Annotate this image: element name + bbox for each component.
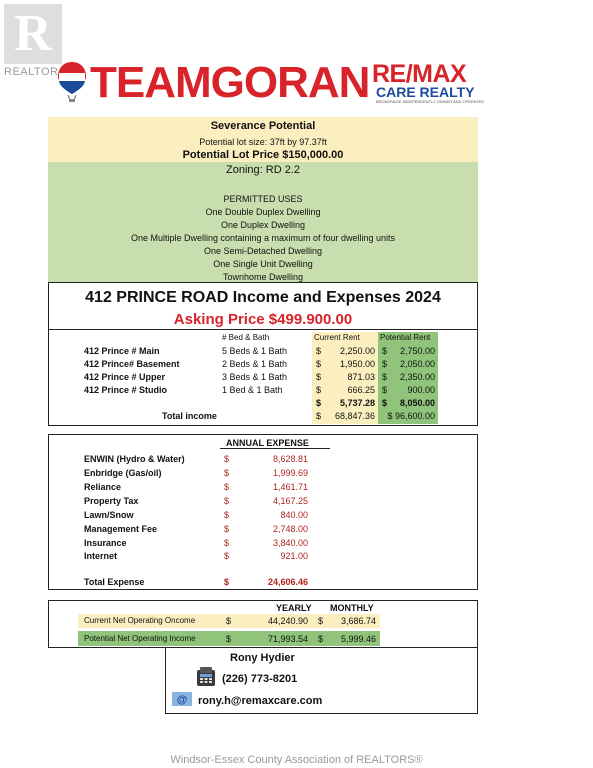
expense-sign: $ xyxy=(224,496,230,506)
expense-sign: $ xyxy=(224,510,230,520)
unit-current: 1,950.00 xyxy=(339,359,375,369)
monthly-potential-sign: $ xyxy=(382,398,388,408)
unit-potential: 900.00 xyxy=(407,385,435,395)
unit-name: 412 Prince # Main xyxy=(84,346,160,356)
remax-balloon-icon xyxy=(56,60,88,102)
unit-current: 871.03 xyxy=(347,372,375,382)
unit-beds: 3 Beds & 1 Bath xyxy=(222,372,288,382)
expense-label: Insurance xyxy=(84,538,127,548)
unit-beds: 1 Bed & 1 Bath xyxy=(222,385,283,395)
expense-sign: $ xyxy=(224,482,230,492)
potential-noi-yearly-sign: $ xyxy=(226,634,232,644)
permitted-use-item: One Duplex Dwelling xyxy=(220,220,306,230)
expense-label: ENWIN (Hydro & Water) xyxy=(84,454,185,464)
agent-phone[interactable]: (226) 773-8201 xyxy=(222,673,298,685)
severance-title: Severance Potential xyxy=(210,120,316,132)
asking-price: Asking Price $499.900.00 xyxy=(173,311,353,328)
unit-name: 412 Prince# Basement xyxy=(84,359,180,369)
total-expense-sign: $ xyxy=(224,577,230,587)
expense-label: Management Fee xyxy=(84,524,158,534)
unit-beds: 2 Beds & 1 Bath xyxy=(222,359,288,369)
expense-amount: 1,999.69 xyxy=(272,468,308,478)
unit-beds: 5 Beds & 1 Bath xyxy=(222,346,288,356)
agent-email[interactable]: rony.h@remaxcare.com xyxy=(198,695,323,707)
expense-amount: 2,748.00 xyxy=(272,524,308,534)
total-current-sign: $ xyxy=(316,411,322,421)
expense-amount: 8,628.81 xyxy=(272,454,308,464)
unit-potential-sign: $ xyxy=(382,372,388,382)
current-noi-monthly: 3,686.74 xyxy=(340,616,376,626)
unit-current-sign: $ xyxy=(316,359,322,369)
unit-current-sign: $ xyxy=(316,372,322,382)
current-noi-yearly: 44,240.90 xyxy=(267,616,308,626)
potential-noi-yearly: 71,993.54 xyxy=(267,634,308,644)
expense-amount: 1,461.71 xyxy=(272,482,308,492)
expense-sign: $ xyxy=(224,551,230,561)
potential-noi-monthly-sign: $ xyxy=(318,634,324,644)
permitted-use-item: One Single Unit Dwelling xyxy=(213,259,313,269)
unit-name: 412 Prince # Studio xyxy=(84,385,168,395)
monthly-header: MONTHLY xyxy=(330,603,374,613)
zoning: Zoning: RD 2.2 xyxy=(226,164,300,176)
expense-amount: 840.00 xyxy=(280,510,308,520)
expense-label: Internet xyxy=(84,551,118,561)
potential-noi-label: Potential Net Operating Income xyxy=(84,634,196,643)
expense-sign: $ xyxy=(224,524,230,534)
unit-current: 2,250.00 xyxy=(339,346,375,356)
agent-name: Rony Hydier xyxy=(230,652,295,664)
realtor-logo-text: REALTOR xyxy=(4,66,59,78)
current-rent-header: Current Rent xyxy=(314,333,360,342)
yearly-header: YEARLY xyxy=(276,603,312,613)
expense-amount: 921.00 xyxy=(280,551,308,561)
email-icon xyxy=(172,692,192,706)
monthly-current-sign: $ xyxy=(316,398,322,408)
unit-potential-sign: $ xyxy=(382,346,388,356)
unit-current: 666.25 xyxy=(347,385,375,395)
expense-amount: 3,840.00 xyxy=(272,538,308,548)
permitted-use-item: One Multiple Dwelling containing a maximum of four dwelling units xyxy=(130,233,396,243)
unit-current-sign: $ xyxy=(316,385,322,395)
remax-logo-title: RE/MAX xyxy=(372,60,467,88)
annual-expense-title: ANNUAL EXPENSE xyxy=(226,438,309,448)
income-title: 412 PRINCE ROAD Income and Expenses 2024 xyxy=(85,289,441,306)
total-expense-amount: 24,606.46 xyxy=(267,577,308,587)
realtor-r-icon: R xyxy=(14,5,52,62)
current-noi-yearly-sign: $ xyxy=(226,616,232,626)
unit-current-sign: $ xyxy=(316,346,322,356)
unit-potential: 2,750.00 xyxy=(399,346,435,356)
unit-potential-sign: $ xyxy=(382,359,388,369)
expense-label: Property Tax xyxy=(84,496,139,506)
permitted-use-item: Townhome Dwelling xyxy=(222,272,304,282)
phone-icon xyxy=(196,666,216,688)
potential-rent-header: Potential Rent xyxy=(380,333,431,342)
total-current: 68,847.36 xyxy=(334,411,375,421)
lot-price: Potential Lot Price $150,000.00 xyxy=(182,149,344,161)
team-name-logo: TEAMGORAN xyxy=(90,58,370,107)
expense-sign: $ xyxy=(224,538,230,548)
remax-logo-subtitle: CARE REALTY xyxy=(376,84,475,100)
permitted-uses-title: PERMITTED USES xyxy=(223,194,303,204)
expense-label: Reliance xyxy=(84,482,122,492)
total-expense-label: Total Expense xyxy=(84,577,145,587)
bed-bath-header: # Bed & Bath xyxy=(222,333,270,342)
svg-text:@: @ xyxy=(176,694,188,706)
unit-potential: 2,050.00 xyxy=(399,359,435,369)
expense-label: Enbridge (Gas/oil) xyxy=(84,468,162,478)
potential-noi-monthly: 5,999.46 xyxy=(340,634,376,644)
unit-name: 412 Prince # Upper xyxy=(84,372,166,382)
expense-sign: $ xyxy=(224,454,230,464)
lot-size: Potential lot size: 37ft by 97.37ft xyxy=(199,137,327,147)
footer-watermark: Windsor-Essex County Association of REALTORS® xyxy=(170,754,423,766)
expense-label: Lawn/Snow xyxy=(84,510,134,520)
monthly-current-total: 5,737.28 xyxy=(339,398,375,408)
permitted-use-item: One Semi-Detached Dwelling xyxy=(203,246,323,256)
unit-potential: 2,350.00 xyxy=(399,372,435,382)
monthly-potential-total: 8,050.00 xyxy=(399,398,435,408)
unit-potential-sign: $ xyxy=(382,385,388,395)
total-potential: $ 96,600.00 xyxy=(387,411,435,421)
permitted-use-item: One Double Duplex Dwelling xyxy=(205,207,321,217)
total-income-label: Total income xyxy=(162,411,217,421)
expense-sign: $ xyxy=(224,468,230,478)
remax-logo-tagline: BROKERAGE INDEPENDENTLY OWNED AND OPERATED xyxy=(376,99,485,104)
current-noi-label: Current Net Operating Oncome xyxy=(84,616,196,625)
expense-header-divider xyxy=(220,448,330,449)
current-noi-monthly-sign: $ xyxy=(318,616,324,626)
expense-amount: 4,167.25 xyxy=(272,496,308,506)
